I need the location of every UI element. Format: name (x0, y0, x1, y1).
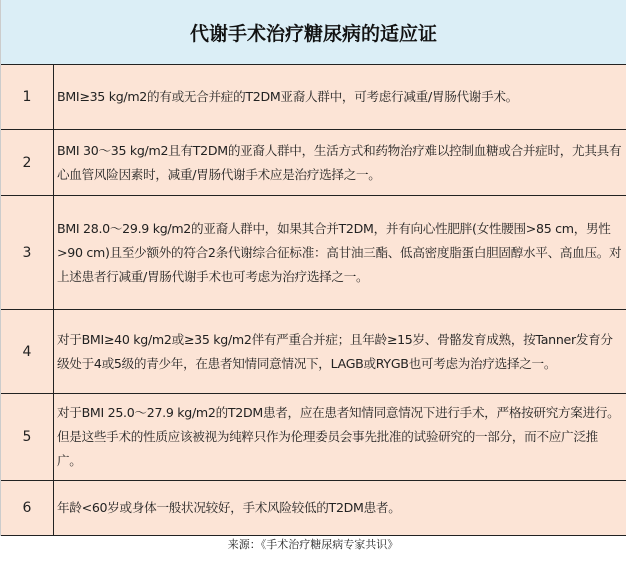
table-row (1, 481, 626, 536)
row-text: BMI≥35 kg/m2的有或无合并症的T2DM亚裔人群中，可考虑行减重/胃肠代谢手术。 (57, 89, 518, 104)
table-row (1, 310, 626, 394)
row-number: 4 (1, 310, 54, 393)
row-number: 3 (1, 196, 54, 309)
row-text: 对于BMI≥40 kg/m2或≥35 kg/m2伴有严重合并症；且年龄≥15岁、骨骼发育成熟，按Tanner发育分级处于4或5级的青少年，在患者知情同意情况下，LAGB或RYGB也可考虑为治疗选择之一。 (57, 331, 613, 371)
source-caption: 来源：《手术治疗糖尿病专家共识》 (227, 538, 399, 551)
row-number: 5 (1, 394, 54, 480)
row-text: 对于BMI 25.0～27.9 kg/m2的T2DM患者，应在患者知情同意情况下进行手术，严格按研究方案进行。但是这些手术的性质应该被视为纯粹只作为伦理委员会事先批准的试验研究的一部分，而不应广泛推广。 (57, 405, 620, 468)
table-row (1, 130, 626, 196)
row-number: 6 (1, 481, 54, 535)
table-row (1, 65, 626, 130)
row-text: BMI 30～35 kg/m2且有T2DM的亚裔人群中，生活方式和药物治疗难以控制血糖或合并症时，尤其具有心血管风险因素时，减重/胃肠代谢手术应是治疗选择之一。 (57, 142, 622, 182)
table-title: 代谢手术治疗糖尿病的适应证 (1, 0, 626, 65)
row-number: 1 (1, 65, 54, 129)
table-row (1, 394, 626, 481)
table-row (1, 196, 626, 310)
row-number: 2 (1, 130, 54, 195)
row-text: BMI 28.0～29.9 kg/m2的亚裔人群中，如果其合并T2DM，并有向心性肥胖(女性腰围>85 cm，男性>90 cm)且至少额外的符合2条代谢综合征标准：高甘油三酯、低高密度脂蛋白胆固醇水平、高血压。对上述患者行减重/胃肠代谢手术也可考虑为治疗选择之一。 (57, 220, 622, 284)
row-text: 年龄<60岁或身体一般状况较好，手术风险较低的T2DM患者。 (57, 500, 401, 515)
